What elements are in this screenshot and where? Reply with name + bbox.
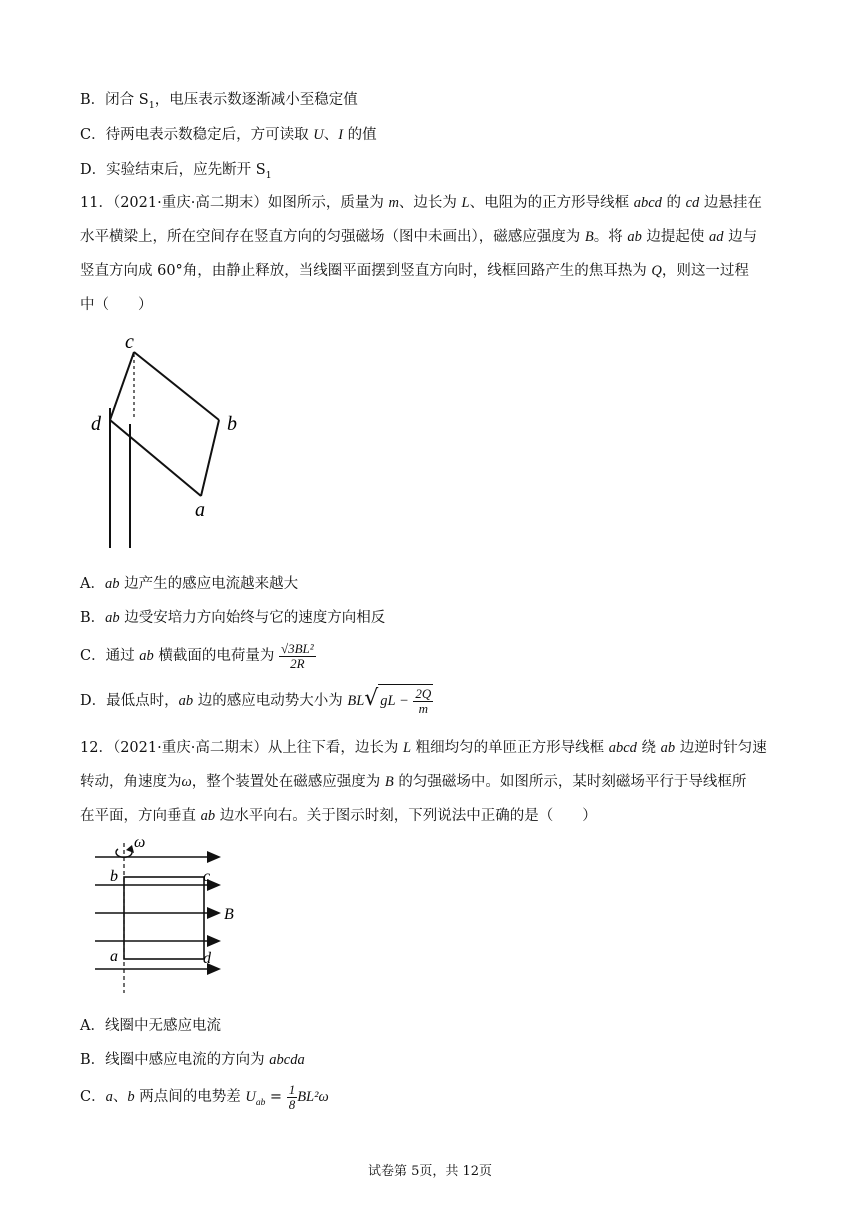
q11-figure [85, 328, 255, 558]
q12-stem-line2: 转动，角速度为ω，整个装置处在磁感应强度为 B 的匀强磁场中。如图所示，某时刻磁场平行于导线框所 [80, 774, 747, 790]
q11-label-a: a [195, 499, 205, 521]
q11-stem-line1: 11．（2021·重庆·高二期末）如图所示，质量为 m、边长为 L、电阻为的正方形导线框 abcd 的 cd 边悬挂在 [80, 195, 762, 211]
q11-label-c: c [125, 331, 134, 353]
q10-option-c: C．待两电表示数稳定后，方可读取 U、I 的值 [80, 127, 377, 143]
q12-label-b: b [110, 868, 118, 885]
q12-option-b: B．线圈中感应电流的方向为 abcda [80, 1052, 305, 1068]
q12-option-a: A．线圈中无感应电流 [80, 1018, 221, 1034]
q10-option-b: B．闭合 $S_1$，电压表示数逐渐减小至稳定值 [80, 92, 358, 111]
q12-figure [90, 835, 250, 995]
q12-label-a: a [110, 948, 118, 965]
q11-label-d: d [91, 413, 101, 435]
q11-option-b: B．ab 边受安培力方向始终与它的速度方向相反 [80, 610, 386, 626]
q12-label-B: B [224, 906, 234, 923]
q11-option-a: A．ab 边产生的感应电流越来越大 [80, 576, 299, 592]
q12-option-c: C．a、b 两点间的电势差 $U_{ab}$ = $\frac{1}{8}$ BL²ω [80, 1081, 329, 1112]
q11-label-b: b [227, 413, 237, 435]
q11-stem-line4: 中（ ） [80, 297, 153, 313]
q11-stem-line2: 水平横梁上，所在空间存在竖直方向的匀强磁场（图中未画出），磁感应强度为 B。将 ab 边提起使 ad 边与 [80, 229, 758, 245]
q11-option-d: D．最低点时，ab 边的感应电动势大小为 BL√ gL − $\frac{2Q}{m}$ [80, 685, 432, 716]
q12-label-c: c [203, 868, 211, 885]
q12-label-omega: ω [134, 835, 146, 851]
q12-label-d: d [203, 950, 211, 967]
q11-stem-line3: 竖直方向成 60°角，由静止释放，当线圈平面摆到竖直方向时，线框回路产生的焦耳热为 Q，则这一过程 [80, 263, 749, 279]
q11-option-c: C．通过 ab 横截面的电荷量为 $\frac{\text{√3BL²}}{2R}$ [80, 640, 314, 671]
q12-option-c-fraction: $\frac{1}{8}$ [288, 1081, 296, 1112]
q11-option-c-fraction: $\frac{\text{√3BL²}}{2R}$ [280, 640, 314, 671]
q10-option-d: D．实验结束后，应先断开 $S_1$ [80, 162, 272, 181]
q11-option-d-fraction: $\frac{2Q}{m}$ [415, 685, 432, 716]
page-footer: 试卷第 5页，共 12页 [367, 1164, 493, 1179]
q12-stem-line3: 在平面，方向垂直 ab 边水平向右。关于图示时刻，下列说法中正确的是（ ） [80, 808, 597, 824]
q12-stem-line1: 12．（2021·重庆·高二期末）从上往下看，边长为 L 粗细均匀的单匝正方形导线框 abcd 绕 ab 边逆时针匀速 [80, 740, 767, 756]
